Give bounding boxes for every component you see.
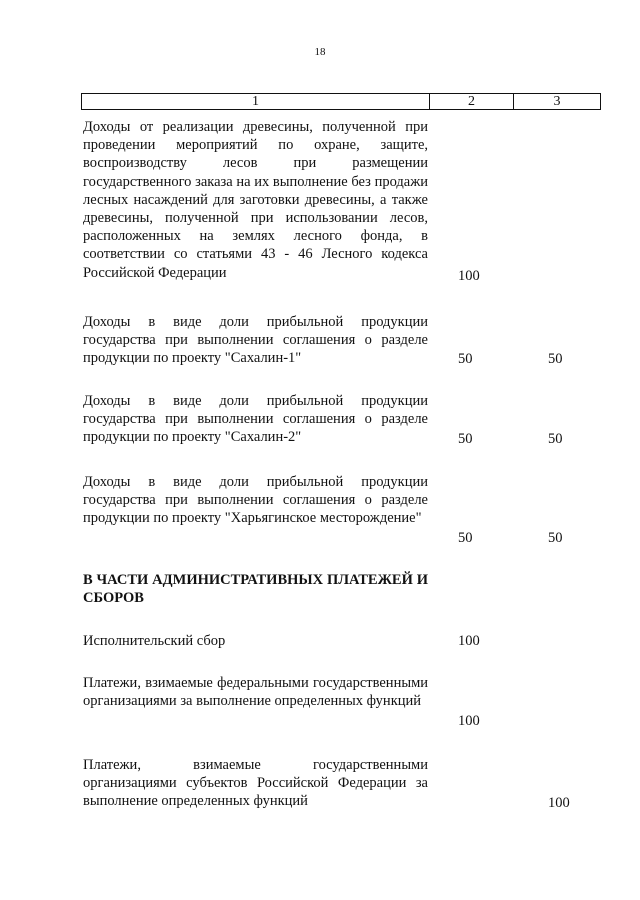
- row-sakhalin2-col3: 50: [548, 431, 563, 447]
- row-sakhalin1-col2: 50: [458, 351, 473, 367]
- row-federal-payments-col2: 100: [458, 713, 480, 729]
- section-heading: В ЧАСТИ АДМИНИСТРАТИВНЫХ ПЛАТЕЖЕЙ И СБОРОВ: [83, 572, 428, 607]
- row-regional-payments-text: Платежи, взимаемые государственными организациями субъектов Российской Федерации за выполнение определенных функций: [83, 757, 428, 810]
- row-kharyaga-col3: 50: [548, 530, 563, 546]
- row-forest-timber-col2: 100: [458, 268, 480, 284]
- row-sakhalin1-col3: 50: [548, 351, 563, 367]
- page-number: 18: [314, 46, 326, 58]
- column-header-3: 3: [553, 93, 561, 109]
- table-header: [81, 93, 601, 110]
- row-execution-fee-col2: 100: [458, 633, 480, 649]
- row-federal-payments-text: Платежи, взимаемые федеральными государственными организациями за выполнение определенных функций: [83, 675, 428, 710]
- row-sakhalin2-col2: 50: [458, 431, 473, 447]
- row-kharyaga-text: Доходы в виде доли прибыльной продукции государства при выполнении соглашения о разделе продукции по проекту "Харьягинское месторождение": [83, 474, 428, 527]
- row-kharyaga-col2: 50: [458, 530, 473, 546]
- column-header-1: 1: [82, 94, 430, 109]
- row-regional-payments-col3: 100: [548, 795, 570, 811]
- row-execution-fee-text: Исполнительский сбор: [83, 633, 226, 649]
- row-sakhalin2-text: Доходы в виде доли прибыльной продукции государства при выполнении соглашения о разделе продукции по проекту "Сахалин-2": [83, 393, 428, 446]
- row-forest-timber-text: Доходы от реализации древесины, полученной при проведении мероприятий по охране, защите, воспроизводству лесов при размещении государственного заказа на их выполнение без продажи лесных насаждений для заготовки древесины, а также древесины, полученной при использовании лесов, расположенных на землях лесного фонда, в соответствии со статьями 43 - 46 Лесного кодекса Российской Федерации: [83, 119, 428, 281]
- row-sakhalin1-text: Доходы в виде доли прибыльной продукции государства при выполнении соглашения о разделе продукции по проекту "Сахалин-1": [83, 314, 428, 367]
- column-header-2: 2: [430, 94, 514, 109]
